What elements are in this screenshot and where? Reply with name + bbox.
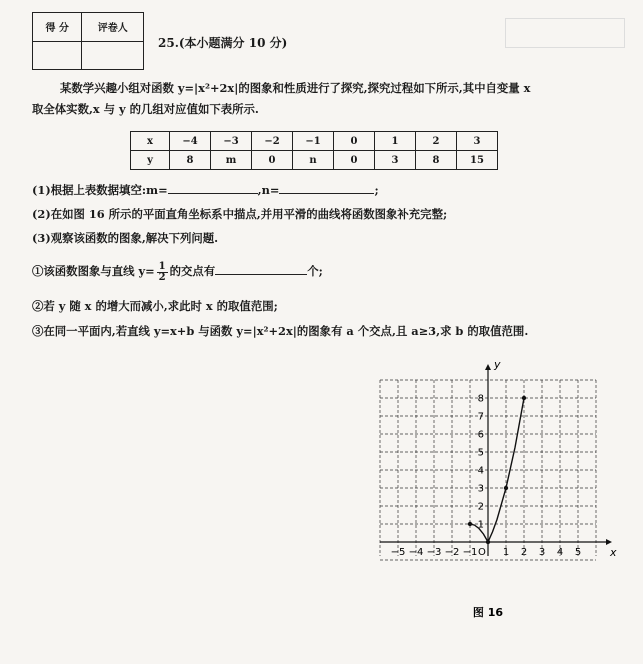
sub-question-1 <box>32 258 323 284</box>
table-cell: −3 <box>211 132 252 151</box>
table-cell: 0 <box>252 151 293 170</box>
x-tick-label: 2 <box>520 547 528 558</box>
score-label: 得 分 <box>33 13 82 42</box>
score-blank-cell <box>33 41 82 70</box>
x-tick-label: 3 <box>538 547 546 558</box>
data-point <box>468 522 472 526</box>
table-cell: −4 <box>170 132 211 151</box>
x-tick-label: 5 <box>574 547 582 558</box>
table-cell: 1 <box>375 132 416 151</box>
x-tick-label: −1 <box>462 547 478 558</box>
question-2: (2)在如图 16 所示的平面直角坐标系中描点,并用平滑的曲线将函数图象补充完整; <box>32 207 448 221</box>
x-tick-label: 4 <box>556 547 564 558</box>
s1-text-b: 的交点有 <box>169 264 216 278</box>
table-row-x <box>131 132 498 151</box>
y-tick-label: 5 <box>477 447 484 459</box>
y-axis-label: y <box>494 358 501 371</box>
table-cell: 2 <box>416 132 457 151</box>
y-tick-label: 6 <box>477 429 484 441</box>
question-title: 25.(本小题满分 10 分) <box>158 36 288 50</box>
y-axis-arrow-icon <box>485 364 491 370</box>
x-tick-label: −5 <box>390 547 406 558</box>
figure-caption: 图 16 <box>472 606 504 619</box>
x-tick-label: −2 <box>444 547 460 558</box>
x-tick-label: −3 <box>426 547 442 558</box>
y-tick-label: 4 <box>477 465 484 477</box>
table-cell: 0 <box>334 151 375 170</box>
table-cell: m <box>211 151 252 170</box>
tick-labels <box>391 394 582 559</box>
y-tick-label: 8 <box>477 393 484 405</box>
table-cell: −1 <box>293 132 334 151</box>
table-cell: 8 <box>416 151 457 170</box>
table-cell: 3 <box>457 132 498 151</box>
score-box <box>32 12 144 70</box>
answer-blank-intersections[interactable] <box>215 262 307 275</box>
x-tick-label: −4 <box>408 547 424 558</box>
sub-question-3: ③在同一平面内,若直线 y=x+b 与函数 y=|x²+2x|的图象有 a 个交点,且 a≥3,求 b 的取值范围. <box>32 324 529 338</box>
table-cell: n <box>293 151 334 170</box>
coordinate-figure <box>360 342 630 632</box>
x-axis-arrow-icon <box>606 539 612 545</box>
origin-label: O <box>478 547 486 558</box>
intro-line-2: 取全体实数,x 与 y 的几组对应值如下表所示. <box>32 102 259 116</box>
question-3: (3)观察该函数的图象,解决下列问题. <box>32 231 219 245</box>
axes <box>380 358 617 559</box>
answer-blank-m[interactable] <box>168 181 258 194</box>
answer-blank-n[interactable] <box>279 181 374 194</box>
data-point <box>522 396 526 400</box>
grader-label: 评卷人 <box>82 13 144 42</box>
table-cell: 3 <box>375 151 416 170</box>
q1-text-c: ; <box>374 183 379 197</box>
table-cell: 15 <box>457 151 498 170</box>
table-cell: 0 <box>334 132 375 151</box>
bleed-through-box <box>505 18 625 48</box>
y-tick-label: 2 <box>477 501 484 513</box>
y-tick-label: 3 <box>477 483 484 495</box>
s1-text-c: 个; <box>307 264 323 278</box>
y-tick-label: 1 <box>477 519 484 531</box>
s1-text-a: ①该函数图象与直线 y= <box>32 264 155 278</box>
table-row-y <box>131 151 498 170</box>
x-tick-label: 1 <box>502 547 510 558</box>
question-1 <box>32 180 379 201</box>
y-tick-label: 7 <box>477 411 484 423</box>
value-table <box>130 131 498 170</box>
intro-line-1: 某数学兴趣小组对函数 y=|x²+2x|的图象和性质进行了探究,探究过程如下所示,其中自变量 x <box>60 81 531 95</box>
table-cell: −2 <box>252 132 293 151</box>
table-cell: x <box>131 132 170 151</box>
x-axis-label: x <box>610 546 617 559</box>
grader-blank-cell <box>82 41 144 70</box>
data-point <box>504 486 508 490</box>
sub-question-2: ②若 y 随 x 的增大而减小,求此时 x 的取值范围; <box>32 299 278 313</box>
q1-text-b: ,n= <box>257 183 280 197</box>
data-point <box>486 540 490 544</box>
table-cell: y <box>131 151 170 170</box>
fraction-one-half: $\frac{1}{2}$ <box>158 260 166 283</box>
table-cell: 8 <box>170 151 211 170</box>
q1-text-a: (1)根据上表数据填空:m= <box>32 183 168 197</box>
